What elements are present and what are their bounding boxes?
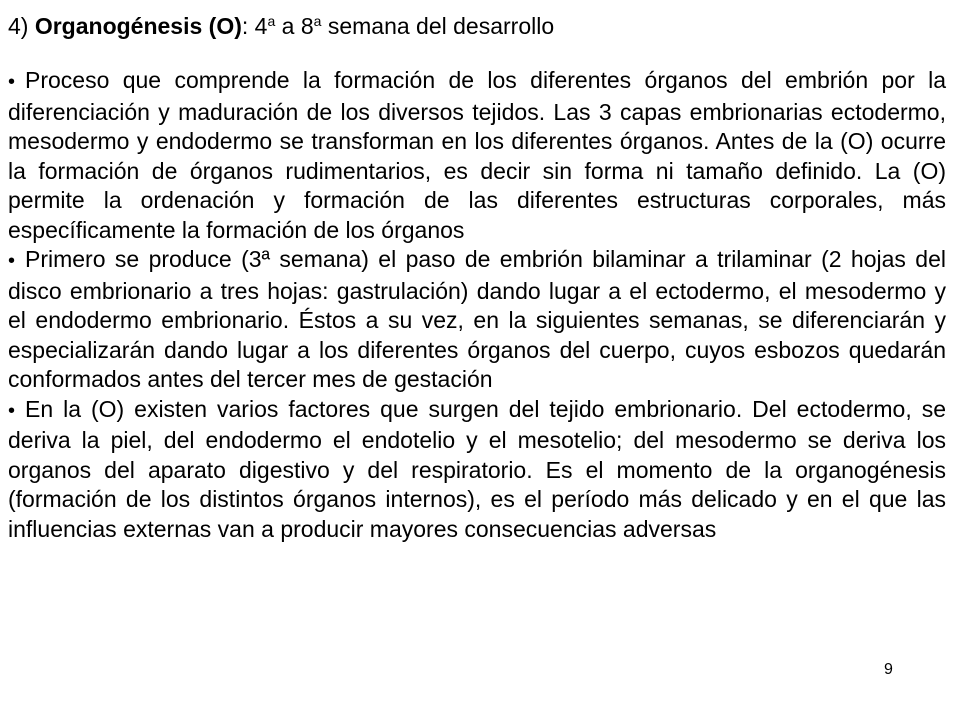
heading-week-end: a 8 (275, 13, 314, 39)
paragraph-text-1: Proceso que comprende la formación de los diferentes órganos del embrión por la diferenciación y maduración de los diversos tejidos. Las 3 capas embrionarias ectodermo, mesodermo y endodermo se transforman en los diferentes órganos. Antes de la (O) ocurre la formación de órganos rudimentarios, es decir sin forma ni tamaño definido. La (O) permite la ordenación y formación de las diferentes estructuras corporales, más específicamente la formación de los órganos (8, 67, 946, 243)
bullet-paragraph-1 (8, 66, 946, 245)
bullet-paragraph-3 (8, 395, 946, 545)
heading-ordinal-1: a (267, 13, 276, 29)
paragraph-text-3: En la (O) existen varios factores que surgen del tejido embrionario. Del ectodermo, se deriva la piel, del endodermo el endotelio y el mesotelio; del mesodermo se deriva los organos del aparato digestivo y del respiratorio. Es el momento de la organogénesis (formación de los distintos órganos internos), es el período más delicado y en el que las influencias externas van a producir mayores consecuencias adversas (8, 395, 946, 542)
slide-body (8, 66, 946, 544)
heading-suffix: semana del desarrollo (321, 13, 555, 39)
paragraph-text-2: Primero se produce (3ª semana) el paso de embrión bilaminar a trilaminar (2 hojas del disco embrionario a tres hojas: gastrulación) dando lugar a el ectodermo, el mesodermo y el endodermo embrionario. Éstos a su vez, en la siguientes semanas, se diferenciarán y especializarán dando lugar a los diferentes órganos del cuerpo, cuyos esbozos quedarán conformados antes del tercer mes de gestación (8, 246, 946, 392)
bullet-icon: • (8, 71, 16, 93)
heading-ordinal-2: a (313, 13, 322, 29)
bullet-icon: • (8, 399, 16, 422)
page-number: 9 (884, 661, 893, 678)
heading-colon-week-start: : 4 (241, 13, 268, 39)
bullet-paragraph-2 (8, 245, 946, 395)
heading-prefix: 4) (8, 13, 35, 39)
bullet-icon: • (8, 250, 16, 272)
heading-title: Organogénesis (O) (34, 13, 242, 39)
slide-heading (8, 10, 948, 42)
